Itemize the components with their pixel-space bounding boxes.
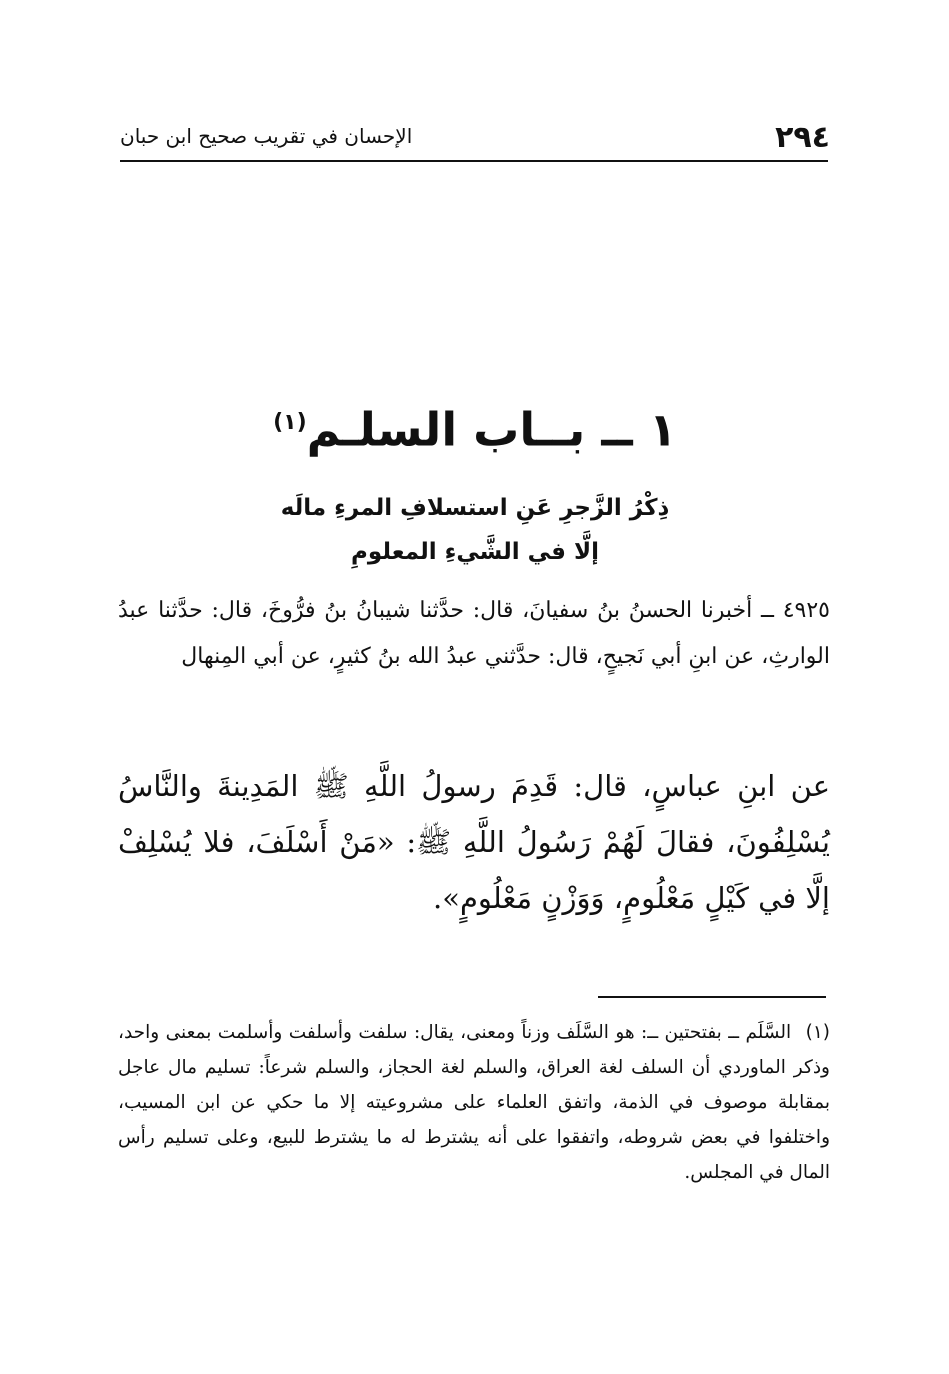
page-number: ٢٩٤ — [775, 120, 830, 155]
running-title: الإحسان في تقريب صحيح ابن حبان — [120, 124, 413, 148]
footnote-text: السَّلَم ــ بفتحتين ــ: هو السَّلَف وزناً ومعنى، يقال: سلفت وأسلفت وأسلمت بمعنى واحد، وذكر الماوردي أن السلف لغة العراق، والسلم لغة الحجاز، والسلم شرعاً: تسليم مال عاجل بمقابلة موصوف في الذمة، واتفق العلماء على مشروعيته إلا ما حكي عن ابن المسيب، واختلفوا في بعض شروطه، واتفقوا على أنه يشترط له ما يشترط للبيع، وعلى تسليم رأس المال في المجلس. — [118, 1022, 830, 1183]
footnote — [118, 1015, 830, 1190]
header-rule — [120, 160, 828, 162]
hadith-isnad — [118, 588, 830, 680]
subheading-line-2: إلَّا في الشَّيءِ المعلومِ — [351, 539, 599, 565]
page-header — [120, 110, 830, 158]
chapter-title — [120, 388, 830, 464]
footnote-label: (١) — [805, 1022, 830, 1043]
chapter-title-text: ١ ــ بــاب السلـم — [306, 402, 677, 457]
subheading-line-1: ذِكْرُ الزَّجرِ عَنِ استسلافِ المرءِ مالَه — [280, 495, 670, 521]
footnote-separator — [598, 996, 826, 998]
hadith-number: ٤٩٢٥ — [782, 598, 830, 623]
isnad-text: ــ أخبرنا الحسنُ بنُ سفيانَ، قال: حدَّثنا شيبانُ بنُ فرُّوخَ، قال: حدَّثنا عبدُ الوارثِ، عن ابنِ أبي نَجيحٍ، قال: حدَّثني عبدُ الله بنُ كثيرٍ، عن أبي المِنهال — [118, 598, 830, 669]
footnote-reference: (١) — [273, 410, 307, 435]
section-subheading — [120, 486, 830, 574]
hadith-matn: عن ابنِ عباسٍ، قال: قَدِمَ رسولُ اللَّهِ ﷺ المَدِينةَ والنَّاسُ يُسْلِفُونَ، فقالَ لَهُمْ رَسُولُ اللَّهِ ﷺ: «مَنْ أَسْلَفَ، فلا يُسْلِفْ إلَّا في كَيْلٍ مَعْلُومٍ، وَوَزْنٍ مَعْلُومٍ». — [118, 769, 830, 915]
